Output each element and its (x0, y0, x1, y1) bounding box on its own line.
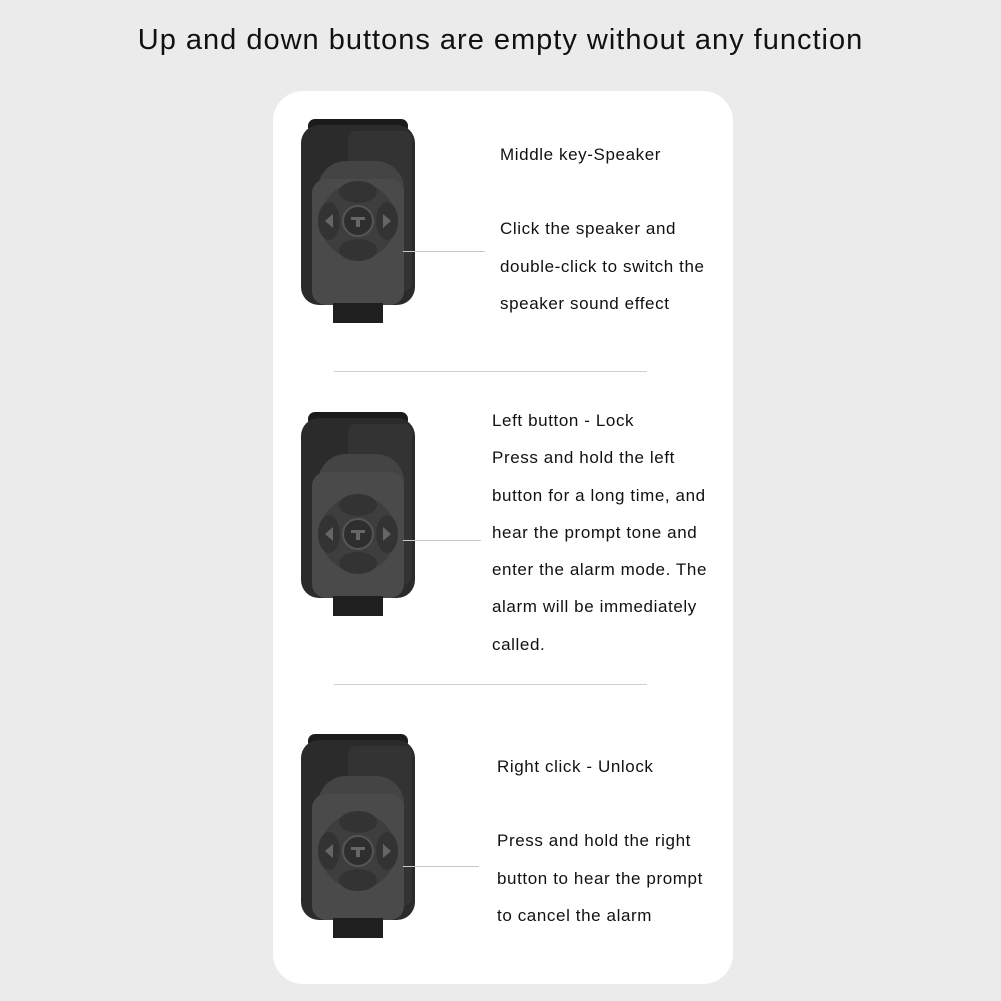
remote-device-image (298, 726, 418, 941)
unlock-description (497, 748, 703, 934)
description-line: speaker sound effect (500, 293, 670, 313)
description-line: double-click to switch the (500, 256, 705, 276)
leader-line (403, 866, 479, 867)
section-unlock (273, 726, 733, 976)
description-line: Click the speaker and (500, 219, 677, 239)
instruction-card (273, 91, 733, 984)
headline: Up and down buttons are empty without any function (137, 24, 864, 56)
speaker-description (500, 136, 705, 322)
section-lock (273, 396, 733, 716)
description-line: called. (492, 634, 546, 654)
section-title: Right click - Unlock (497, 757, 654, 776)
leader-line (403, 251, 485, 252)
remote-device-image (298, 111, 418, 326)
description-line: alarm will be immediately (492, 597, 697, 617)
description-line: Press and hold the right (497, 831, 691, 851)
description-line: button for a long time, and (492, 485, 706, 505)
description-line: Press and hold the left (492, 448, 675, 468)
section-speaker (273, 111, 733, 341)
description-line: enter the alarm mode. The (492, 560, 708, 580)
description-line: to cancel the alarm (497, 905, 653, 925)
divider (334, 684, 647, 685)
description-line: button to hear the prompt (497, 868, 703, 888)
divider (334, 371, 647, 372)
leader-line (403, 540, 481, 541)
down-button (339, 239, 377, 261)
section-title: Middle key-Speaker (500, 145, 662, 164)
remote-device-image (298, 404, 418, 619)
description-line: hear the prompt tone and (492, 522, 698, 542)
section-title: Left button - Lock (492, 411, 635, 430)
up-button (339, 181, 377, 203)
lock-description (492, 402, 707, 663)
